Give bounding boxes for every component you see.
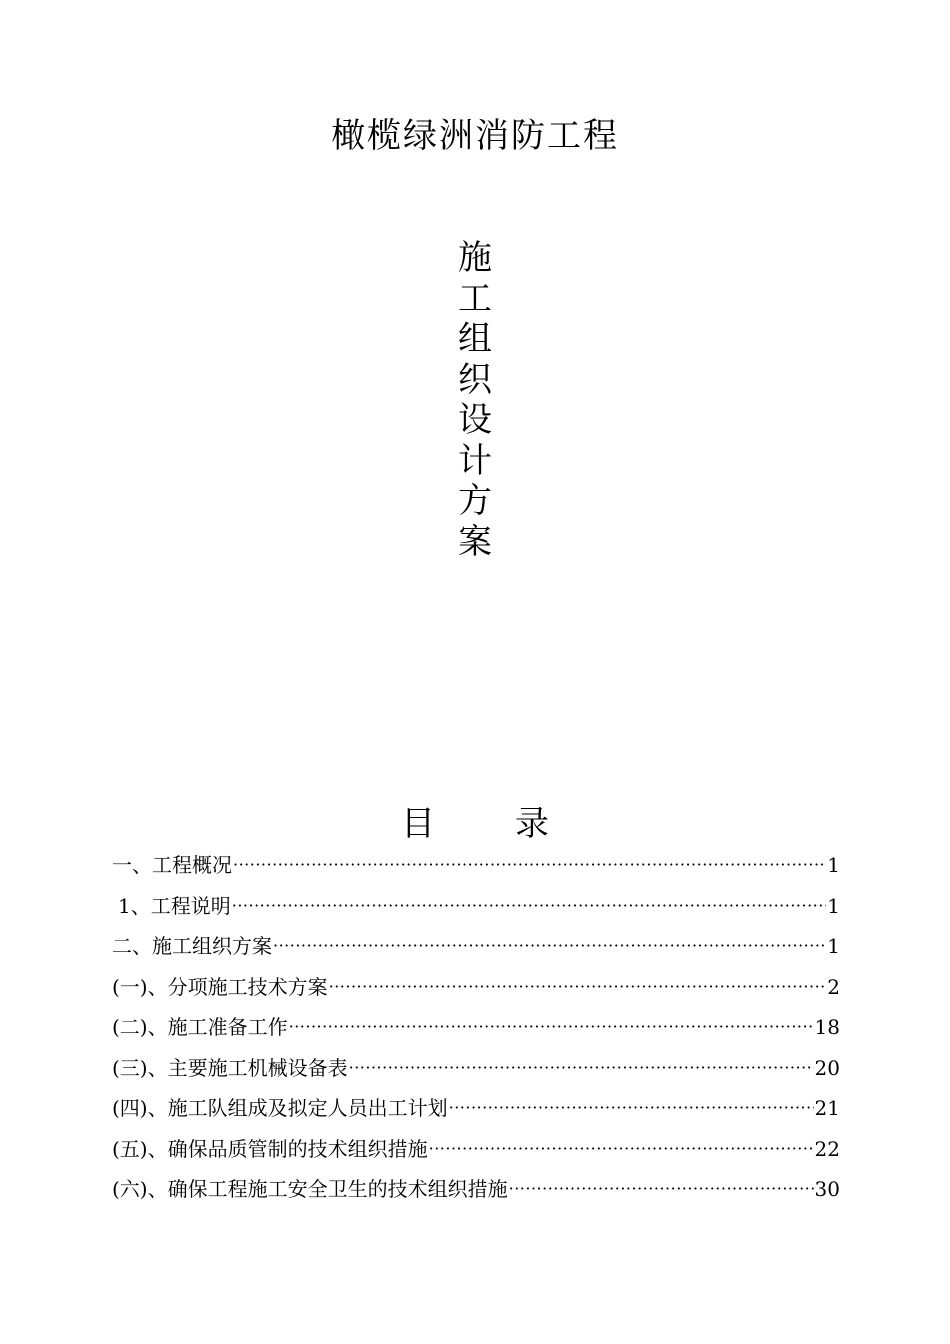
toc-entry-label: (六)、确保工程施工安全卫生的技术组织措施: [112, 1177, 508, 1201]
toc-entry-page: 1: [827, 934, 840, 958]
toc-entry[interactable]: [112, 926, 840, 967]
toc-entry-page: 1: [827, 853, 840, 877]
toc-leader-dots: [273, 926, 826, 967]
toc-heading-char: 录: [515, 804, 549, 844]
toc-entry[interactable]: [112, 1169, 840, 1210]
toc-entry-label: (一)、分项施工技术方案: [112, 974, 328, 999]
main-title-char: 方: [458, 481, 492, 521]
main-title-vertical: [450, 238, 500, 562]
project-title: 橄榄绿洲消防工程: [331, 116, 619, 156]
toc-entry-page: 1: [827, 893, 840, 918]
toc-heading: [0, 800, 950, 848]
toc-entry[interactable]: [112, 845, 840, 886]
toc-entry-label: 一、工程概况: [112, 853, 232, 877]
toc-entry[interactable]: [112, 886, 840, 927]
toc-entry-label: (二)、施工准备工作: [112, 1015, 288, 1039]
toc-leader-dots: [349, 1048, 814, 1089]
toc-entry-page: 18: [814, 1015, 840, 1039]
main-title-char: 工: [458, 278, 492, 319]
toc-leader-dots: [232, 886, 827, 927]
table-of-contents: [112, 845, 840, 1210]
toc-entry-page: 22: [814, 1136, 840, 1161]
toc-leader-dots: [429, 1129, 814, 1170]
toc-entry-label: (四)、施工队组成及拟定人员出工计划: [112, 1096, 448, 1120]
toc-heading-char: 目: [401, 804, 435, 844]
toc-leader-dots: [509, 1169, 814, 1210]
toc-entry[interactable]: [112, 1088, 840, 1129]
main-title-char: 施: [458, 238, 492, 278]
toc-entry-page: 20: [814, 1055, 840, 1080]
main-title-char: 织: [458, 359, 492, 400]
toc-leader-dots: [233, 845, 826, 886]
toc-entry[interactable]: [112, 1129, 840, 1170]
toc-leader-dots: [289, 1007, 814, 1048]
main-title-char: 计: [458, 440, 492, 481]
toc-entry-label: (五)、确保品质管制的技术组织措施: [112, 1136, 428, 1161]
toc-entry-label: 二、施工组织方案: [112, 934, 272, 958]
toc-leader-dots: [449, 1088, 814, 1129]
main-title-char: 案: [458, 521, 492, 562]
toc-entry-label: 1、工程说明: [118, 893, 231, 918]
toc-entry[interactable]: [112, 967, 840, 1008]
toc-entry-page: 2: [827, 974, 840, 999]
toc-entry-page: 21: [814, 1096, 840, 1120]
main-title-char: 设: [458, 400, 492, 440]
toc-leader-dots: [329, 967, 827, 1008]
toc-entry-page: 30: [814, 1177, 840, 1201]
main-title-char: 组: [458, 319, 492, 359]
toc-entry[interactable]: [112, 1048, 840, 1089]
toc-entry[interactable]: [112, 1007, 840, 1048]
toc-entry-label: (三)、主要施工机械设备表: [112, 1055, 348, 1080]
